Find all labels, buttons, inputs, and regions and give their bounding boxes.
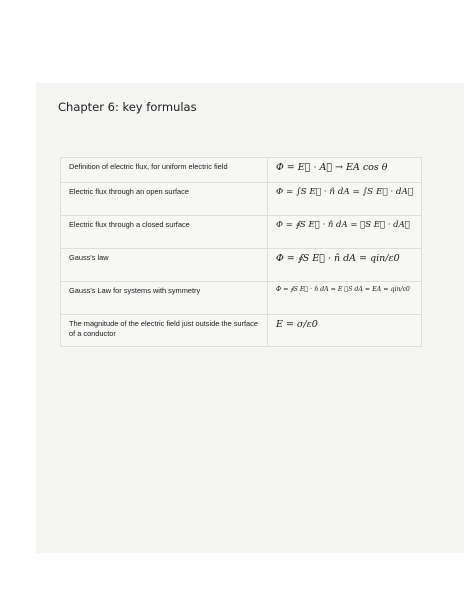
table-row: [61, 249, 422, 282]
table-row: [61, 282, 422, 315]
table-row: [61, 183, 422, 216]
formula-expression: Φ = ∫S E⃗ · n̂ dA = ∫S E⃗ · dA⃗: [268, 183, 422, 216]
formula-expression: E = σ/ε0: [268, 315, 422, 347]
formula-expression: Φ = E⃗ · A⃗ → EA cos θ: [268, 158, 422, 183]
formula-description: Definition of electric flux, for uniform electric field: [61, 158, 268, 183]
chapter-title: Chapter 6: key formulas: [58, 100, 197, 114]
formula-description: Gauss's law: [61, 249, 268, 282]
formula-description: Electric flux through a closed surface: [61, 216, 268, 249]
formula-expression: Φ = ∮S E⃗ · n̂ dA = qin/ε0: [268, 249, 422, 282]
table-row: [61, 216, 422, 249]
formula-expression: Φ = ∮S E⃗ · n̂ dA = ∮S E⃗ · dA⃗: [268, 216, 422, 249]
formula-description: Electric flux through an open surface: [61, 183, 268, 216]
formula-description: Gauss's Law for systems with symmetry: [61, 282, 268, 315]
formula-table: [60, 157, 422, 347]
formula-description: The magnitude of the electric field just outside the surface of a conductor: [61, 315, 268, 347]
formula-expression: Φ = ∮S E⃗ · n̂ dA = E ∮S dA = EA = qin/ε0: [268, 282, 422, 315]
table-row: [61, 158, 422, 183]
table-row: [61, 315, 422, 347]
